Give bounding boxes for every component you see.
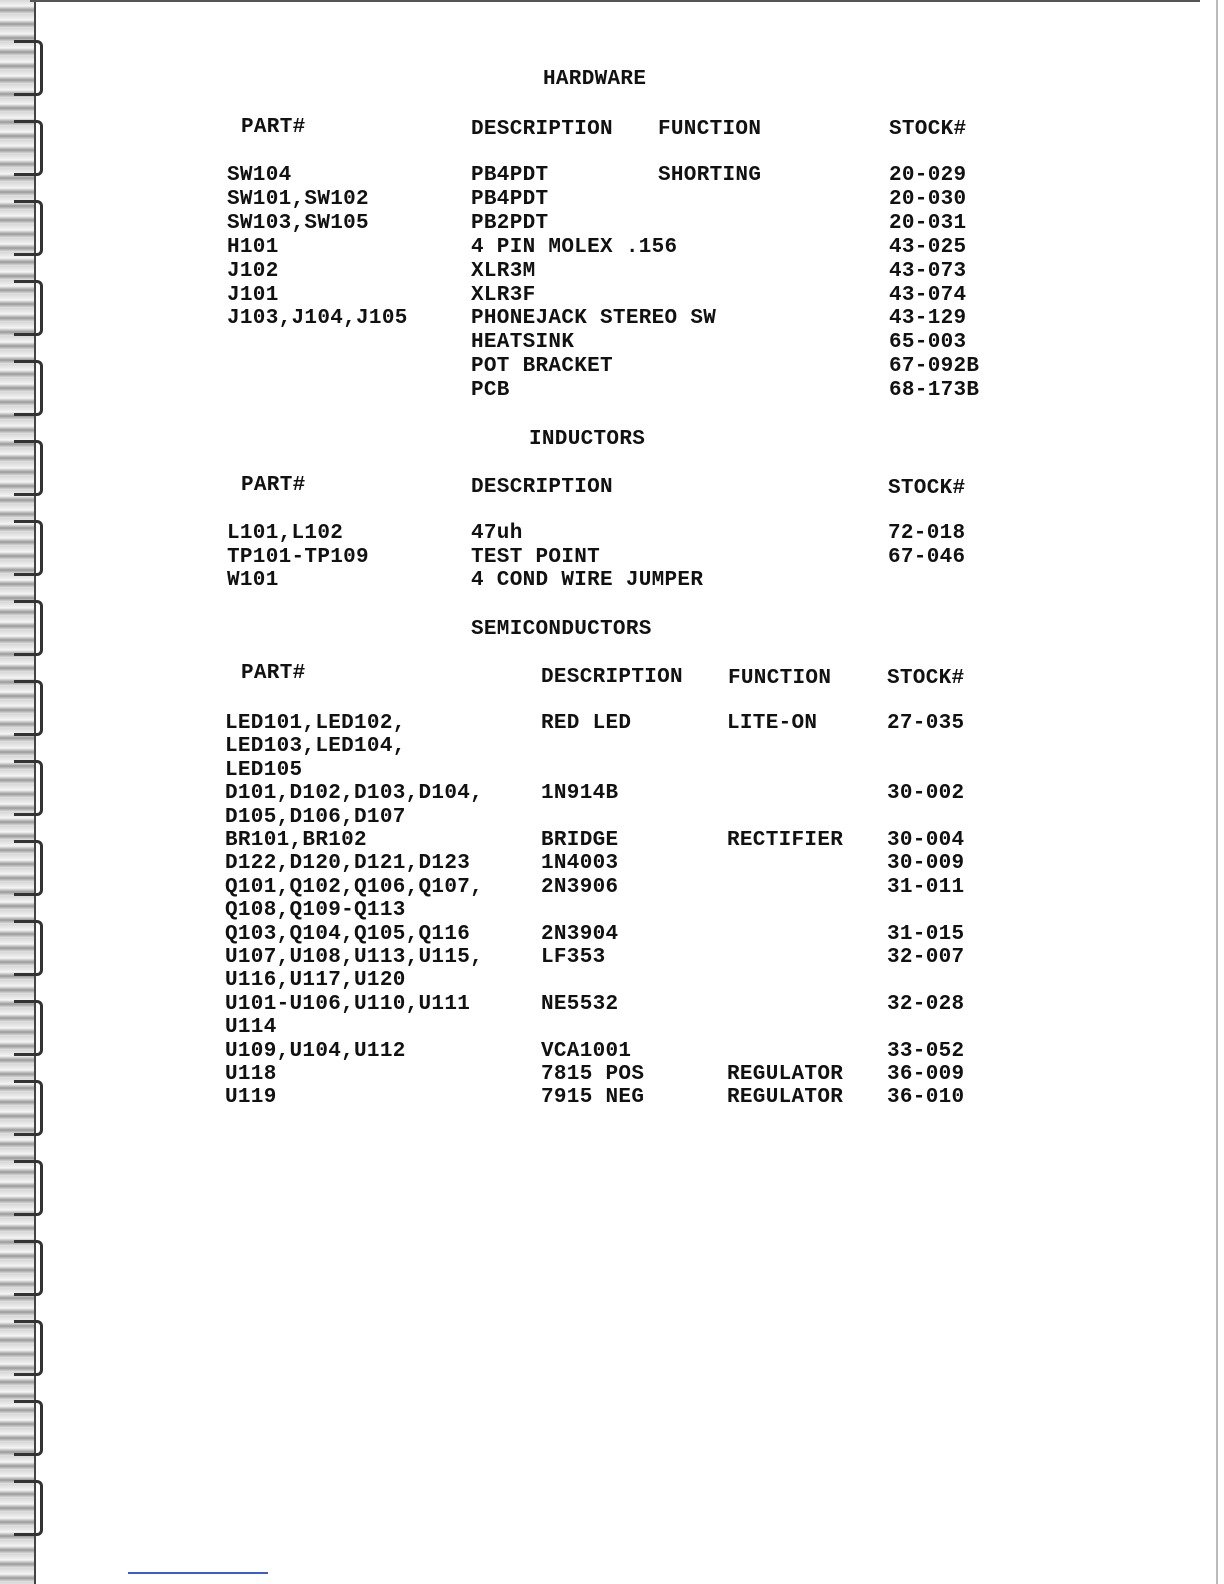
hardware-header-description: DESCRIPTION <box>471 118 613 141</box>
semiconductors-cell-part: U107,U108,U113,U115, <box>225 946 484 969</box>
semiconductors-cell-part: U119 <box>225 1086 277 1110</box>
binding-ring <box>14 920 43 976</box>
semiconductors-cell-stock: 32-007 <box>887 946 965 969</box>
semiconductors-cell-description: BRIDGE <box>541 829 619 852</box>
inductors-header-part: PART# <box>241 474 306 497</box>
semiconductors-cell-stock: 31-015 <box>887 922 965 946</box>
semiconductors-cell-stock: 32-028 <box>887 992 965 1016</box>
inductors-title: INDUCTORS <box>529 428 646 451</box>
binding-ring <box>14 1320 43 1376</box>
inductors-cell-description: TEST POINT <box>471 545 601 569</box>
semiconductors-cell-description: 7815 POS <box>541 1063 645 1086</box>
hardware-cell-part: J103,J104,J105 <box>227 307 408 331</box>
hardware-cell-part: SW104 <box>227 164 292 187</box>
hardware-cell-description: PB2PDT <box>471 211 549 235</box>
hardware-cell-description: PB4PDT <box>471 187 549 211</box>
binding-ring <box>14 440 43 496</box>
hardware-cell-description: XLR3F <box>471 283 536 307</box>
semiconductors-cell-stock: 30-009 <box>887 852 965 876</box>
semiconductors-cell-part: Q101,Q102,Q106,Q107, <box>225 875 484 899</box>
semiconductors-cell-part: U116,U117,U120 <box>225 969 406 993</box>
hardware-cell-stock: 43-074 <box>889 283 967 307</box>
hardware-cell-description: PCB <box>471 379 510 403</box>
bottom-mark <box>128 1572 268 1574</box>
hardware-cell-description: PHONEJACK STEREO SW <box>471 307 717 331</box>
binding-ring <box>14 1480 43 1536</box>
semiconductors-cell-description: 2N3904 <box>541 922 619 946</box>
hardware-cell-stock: 43-129 <box>889 307 967 331</box>
hardware-cell-stock: 20-030 <box>889 187 967 211</box>
semiconductors-cell-description: 1N4003 <box>541 852 619 876</box>
hardware-title: HARDWARE <box>543 68 647 91</box>
inductors-cell-stock: 67-046 <box>888 545 966 569</box>
hardware-cell-stock: 67-092B <box>889 355 980 379</box>
hardware-cell-stock: 68-173B <box>889 379 980 403</box>
semiconductors-header-stock: STOCK# <box>887 667 965 690</box>
inductors-cell-description: 47uh <box>471 522 523 545</box>
binding-ring <box>14 120 43 176</box>
binding-ring <box>14 600 43 656</box>
binding-ring <box>14 1240 43 1296</box>
hardware-cell-description: 4 PIN MOLEX .156 <box>471 235 678 259</box>
binding-ring <box>14 1400 43 1456</box>
inductors-cell-part: TP101-TP109 <box>227 545 369 569</box>
semiconductors-cell-description: VCA1001 <box>541 1039 632 1063</box>
binding-ring <box>14 1080 43 1136</box>
semiconductors-header-part: PART# <box>241 662 306 685</box>
binding-ring <box>14 200 43 256</box>
semiconductors-cell-description: LF353 <box>541 946 606 969</box>
hardware-cell-description: PB4PDT <box>471 164 549 187</box>
inductors-cell-part: L101,L102 <box>227 522 344 545</box>
semiconductors-cell-stock: 27-035 <box>887 712 965 735</box>
semiconductors-cell-part: LED105 <box>225 758 303 782</box>
hardware-cell-description: POT BRACKET <box>471 355 613 379</box>
semiconductors-cell-part: U114 <box>225 1016 277 1040</box>
hardware-cell-stock: 43-025 <box>889 235 967 259</box>
binding-ring <box>14 280 43 336</box>
hardware-header-stock: STOCK# <box>889 118 967 141</box>
semiconductors-header-description: DESCRIPTION <box>541 666 683 689</box>
semiconductors-cell-stock: 30-002 <box>887 782 965 806</box>
hardware-cell-part: H101 <box>227 235 279 259</box>
semiconductors-cell-part: U101-U106,U110,U111 <box>225 992 471 1016</box>
semiconductors-cell-description: NE5532 <box>541 992 619 1016</box>
semiconductors-cell-part: U118 <box>225 1063 277 1086</box>
binding-ring <box>14 360 43 416</box>
binding-ring <box>14 760 43 816</box>
semiconductors-cell-stock: 31-011 <box>887 875 965 899</box>
semiconductors-cell-part: LED101,LED102, <box>225 712 406 735</box>
semiconductors-cell-part: BR101,BR102 <box>225 829 367 852</box>
semiconductors-cell-part: D105,D106,D107 <box>225 805 406 829</box>
semiconductors-cell-stock: 36-010 <box>887 1086 965 1110</box>
page-top-edge <box>30 0 1200 2</box>
binding-ring <box>14 840 43 896</box>
hardware-cell-part: J102 <box>227 259 279 283</box>
binding-ring <box>14 1000 43 1056</box>
semiconductors-title: SEMICONDUCTORS <box>471 618 652 641</box>
semiconductors-cell-function: REGULATOR <box>727 1063 844 1086</box>
hardware-cell-stock: 20-029 <box>889 164 967 187</box>
hardware-header-part: PART# <box>241 116 306 139</box>
semiconductors-cell-function: LITE-ON <box>727 712 818 735</box>
semiconductors-cell-description: RED LED <box>541 712 632 735</box>
binding-ring <box>14 1160 43 1216</box>
binding-ring <box>14 40 43 96</box>
semiconductors-cell-stock: 33-052 <box>887 1039 965 1063</box>
semiconductors-cell-part: LED103,LED104, <box>225 735 406 759</box>
inductors-header-description: DESCRIPTION <box>471 476 613 499</box>
semiconductors-cell-part: Q103,Q104,Q105,Q116 <box>225 922 471 946</box>
hardware-cell-description: HEATSINK <box>471 331 575 355</box>
page-right-edge <box>1216 0 1218 1584</box>
hardware-cell-part: SW101,SW102 <box>227 187 369 211</box>
inductors-cell-stock: 72-018 <box>888 522 966 545</box>
inductors-header-stock: STOCK# <box>888 477 966 500</box>
hardware-cell-stock: 43-073 <box>889 259 967 283</box>
semiconductors-cell-function: RECTIFIER <box>727 829 844 852</box>
hardware-header-function: FUNCTION <box>658 118 762 141</box>
semiconductors-cell-description: 7915 NEG <box>541 1086 645 1110</box>
semiconductors-cell-stock: 30-004 <box>887 829 965 852</box>
binding-ring <box>14 680 43 736</box>
hardware-cell-part: J101 <box>227 283 279 307</box>
semiconductors-cell-description: 1N914B <box>541 782 619 806</box>
semiconductors-cell-description: 2N3906 <box>541 875 619 899</box>
semiconductors-cell-stock: 36-009 <box>887 1063 965 1086</box>
inductors-cell-part: W101 <box>227 569 279 592</box>
inductors-cell-description: 4 COND WIRE JUMPER <box>471 569 704 592</box>
hardware-cell-stock: 20-031 <box>889 211 967 235</box>
hardware-cell-function: SHORTING <box>658 164 762 187</box>
semiconductors-header-function: FUNCTION <box>728 667 832 690</box>
semiconductors-cell-function: REGULATOR <box>727 1086 844 1110</box>
hardware-cell-description: XLR3M <box>471 259 536 283</box>
hardware-cell-part: SW103,SW105 <box>227 211 369 235</box>
hardware-cell-stock: 65-003 <box>889 331 967 355</box>
semiconductors-cell-part: U109,U104,U112 <box>225 1039 406 1063</box>
semiconductors-cell-part: D122,D120,D121,D123 <box>225 852 471 876</box>
semiconductors-cell-part: Q108,Q109-Q113 <box>225 899 406 923</box>
semiconductors-cell-part: D101,D102,D103,D104, <box>225 782 484 806</box>
binding-ring <box>14 520 43 576</box>
